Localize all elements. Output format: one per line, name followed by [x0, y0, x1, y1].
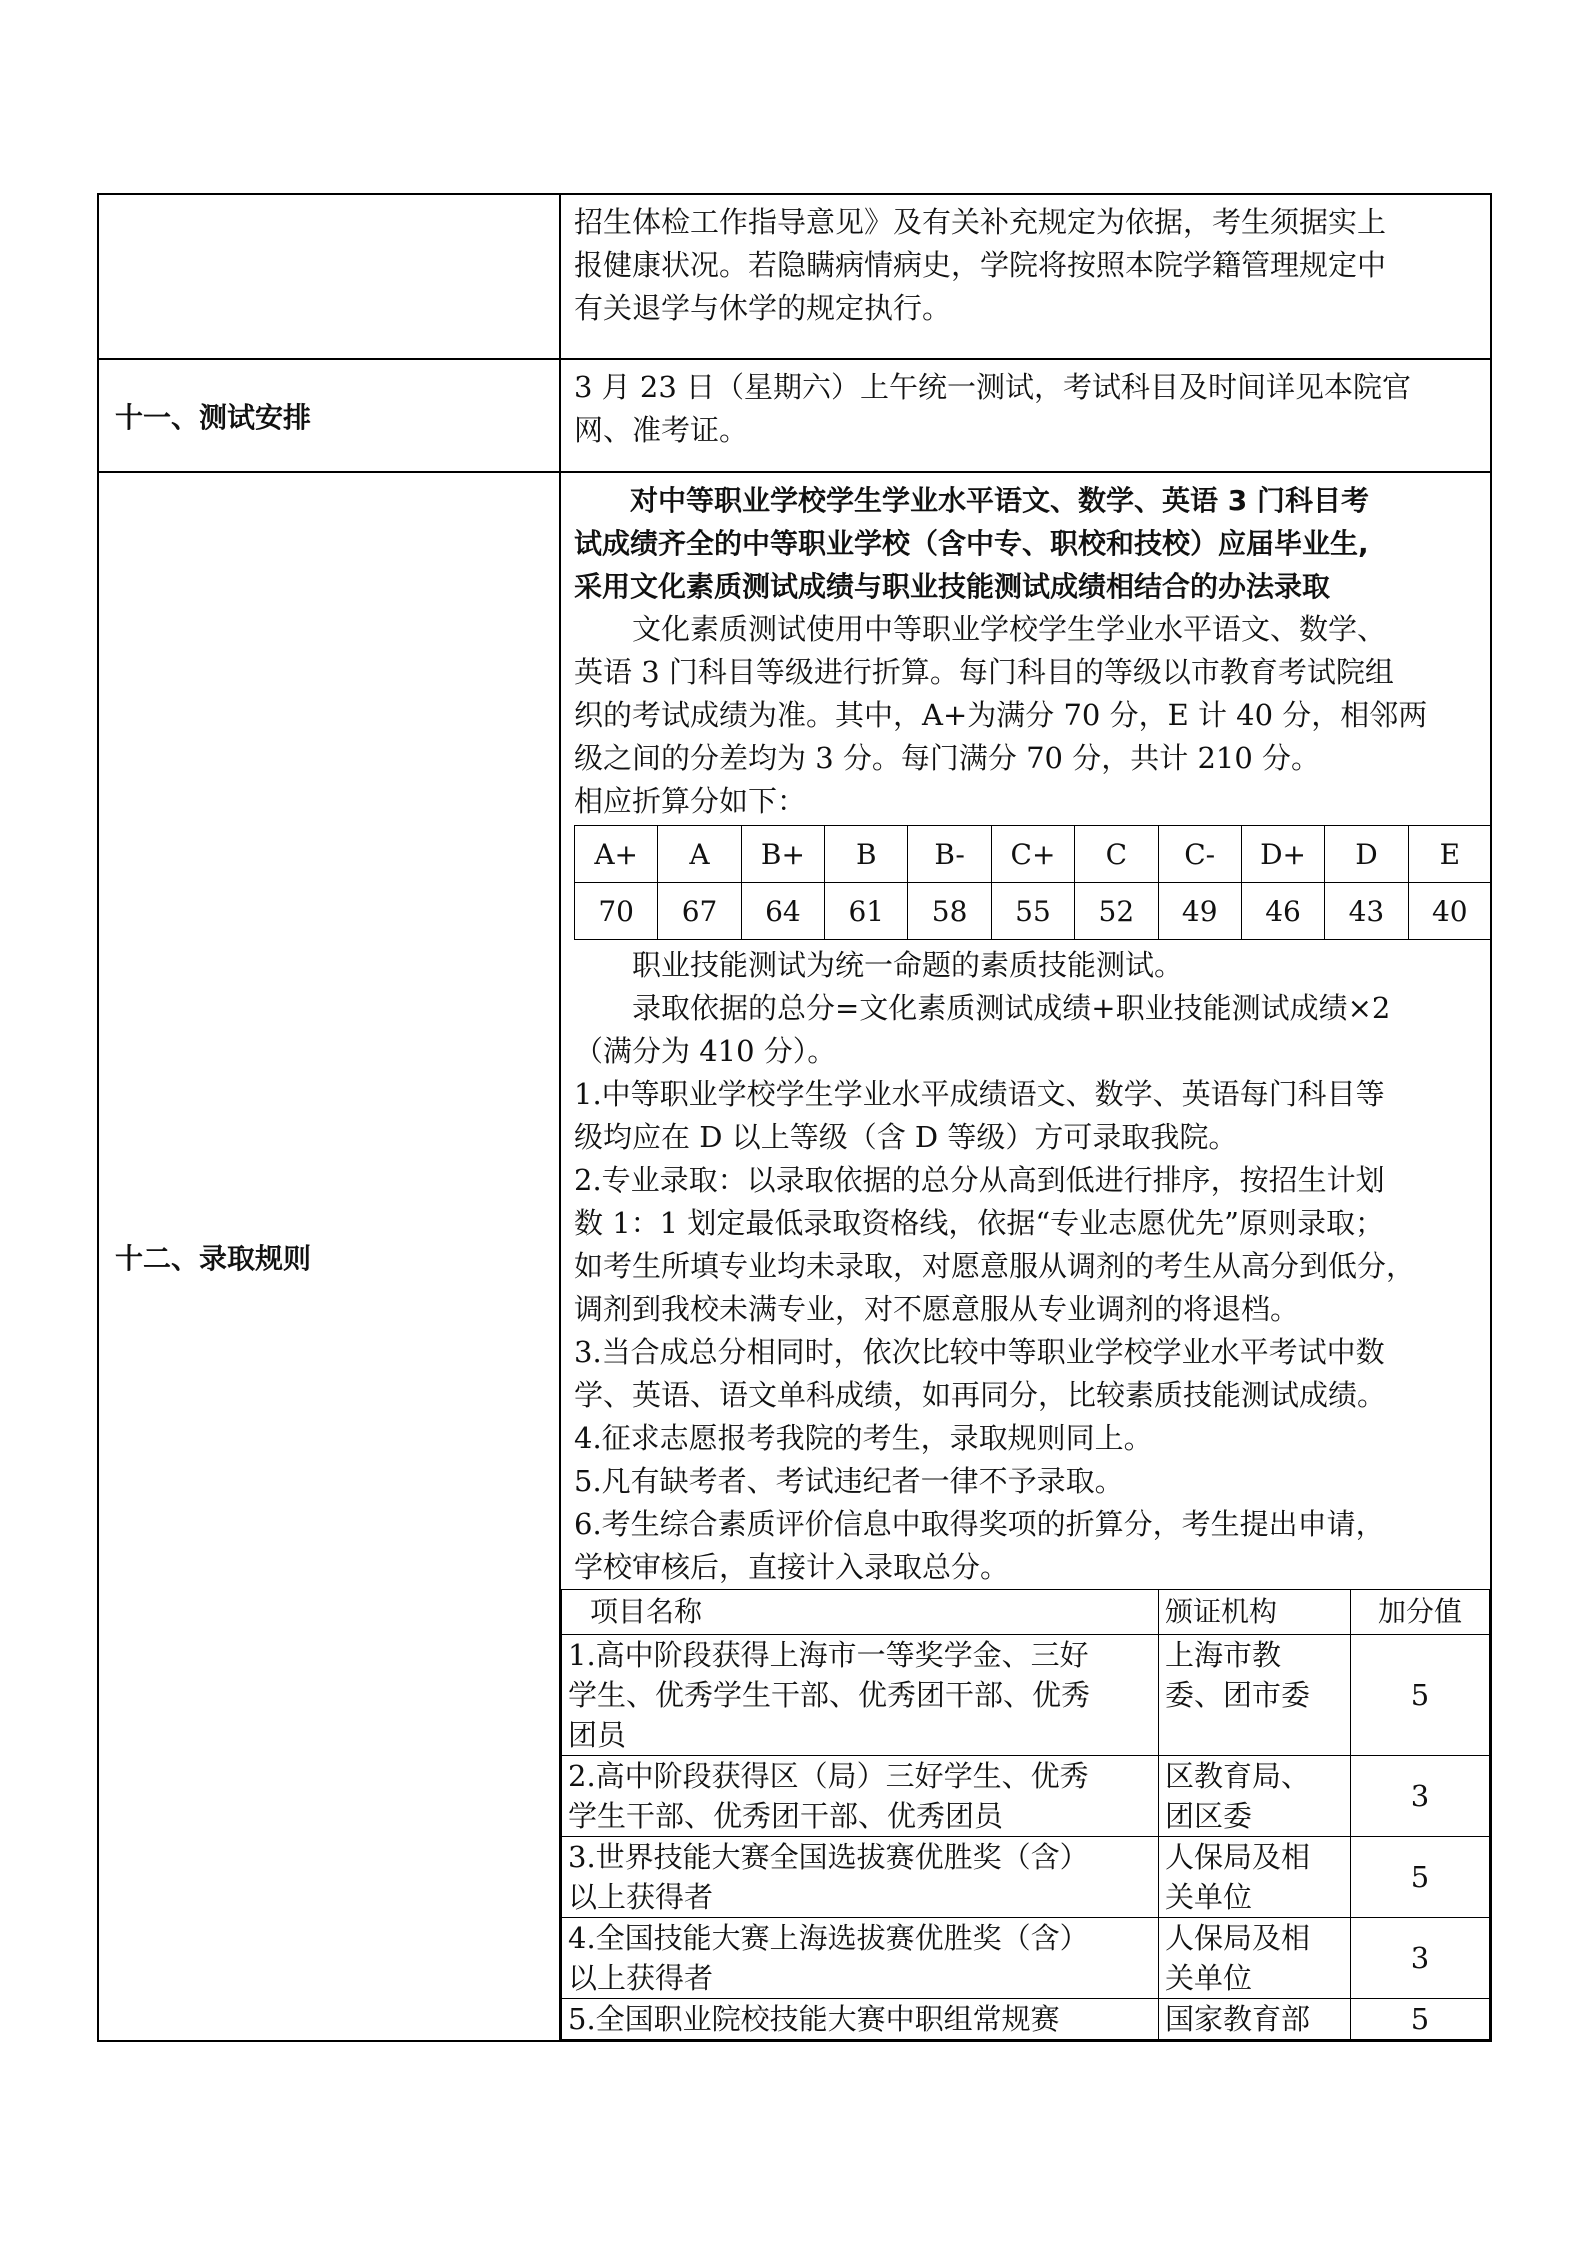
bonus-item-line: 2.高中阶段获得区（局）三好学生、优秀: [568, 1759, 1089, 1793]
para1-line-4: 级之间的分差均为 3 分。每门满分 70 分，共计 210 分。: [574, 741, 1321, 775]
rule-line-8: 学、英语、语文单科成绩，如再同分，比较素质技能测试成绩。: [574, 1378, 1387, 1412]
bold-line-3: 采用文化素质测试成绩与职业技能测试成绩相结合的办法录取: [574, 570, 1331, 603]
score-cell: 46: [1241, 883, 1324, 940]
health-line-2: 报健康状况。若隐瞒病情病史，学院将按照本院学籍管理规定中: [574, 248, 1387, 282]
bonus-item-line: 团员: [568, 1718, 627, 1752]
bonus-item-line: 5.全国职业院校技能大赛中职组常规赛: [568, 2002, 1060, 2036]
bonus-row: [562, 1756, 1490, 1837]
rule-line-9: 4.征求志愿报考我院的考生，录取规则同上。: [574, 1421, 1153, 1455]
rule-line-2: 级均应在 D 以上等级（含 D 等级）方可录取我院。: [574, 1120, 1238, 1154]
bold-line-2: 试成绩齐全的中等职业学校（含中专、职校和技校）应届毕业生,: [574, 527, 1369, 560]
row-label-admission: 十二、录取规则: [98, 472, 560, 2041]
grade-cell: D+: [1241, 826, 1324, 883]
para1-line-1: 文化素质测试使用中等职业学校学生学业水平语文、数学、: [632, 612, 1387, 646]
grade-row: [575, 826, 1492, 883]
bonus-points-table: [561, 1589, 1490, 2040]
bonus-item-line: 以上获得者: [568, 1880, 714, 1914]
grade-conversion-table: [574, 825, 1492, 940]
bonus-row: [562, 1999, 1490, 2040]
bonus-issuer: [1159, 1756, 1351, 1837]
row-label-empty: [98, 194, 560, 359]
header-item-name: 项目名称: [562, 1590, 1159, 1635]
bonus-issuer-line: 国家教育部: [1165, 2002, 1311, 2036]
bonus-value: 3: [1351, 1918, 1490, 1999]
health-line-3: 有关退学与休学的规定执行。: [574, 291, 952, 325]
bonus-issuer: [1159, 1635, 1351, 1756]
row-test-arrangement: [98, 359, 1491, 472]
rule-line-6: 调剂到我校未满专业，对不愿意服从专业调剂的将退档。: [574, 1292, 1300, 1326]
para1-line-3: 织的考试成绩为准。其中，A+为满分 70 分，E 计 40 分，相邻两: [574, 698, 1428, 732]
grade-cell: B-: [908, 826, 991, 883]
grade-cell: A: [658, 826, 741, 883]
grade-cell: C+: [991, 826, 1074, 883]
grade-cell: B+: [741, 826, 824, 883]
grade-cell: C-: [1158, 826, 1241, 883]
bonus-item-line: 1.高中阶段获得上海市一等奖学金、三好: [568, 1638, 1089, 1672]
score-cell: 58: [908, 883, 991, 940]
rule-line-7: 3.当合成总分相同时，依次比较中等职业学校学业水平考试中数: [574, 1335, 1385, 1369]
score-cell: 61: [825, 883, 908, 940]
score-cell: 43: [1325, 883, 1408, 940]
bonus-row: [562, 1918, 1490, 1999]
bonus-item-line: 学生、优秀学生干部、优秀团干部、优秀: [568, 1678, 1091, 1712]
row-admission-rules: [98, 472, 1491, 2041]
score-cell: 67: [658, 883, 741, 940]
bonus-issuer: [1159, 1837, 1351, 1918]
bonus-item: [562, 1999, 1159, 2040]
grade-cell: A+: [575, 826, 658, 883]
score-cell: 55: [991, 883, 1074, 940]
grade-cell: D: [1325, 826, 1408, 883]
score-cell: 40: [1408, 883, 1491, 940]
bonus-item: [562, 1635, 1159, 1756]
bonus-item-line: 3.世界技能大赛全国选拔赛优胜奖（含）: [568, 1840, 1089, 1874]
test-line-2: 网、准考证。: [574, 413, 749, 447]
rule-line-4: 数 1：1 划定最低录取资格线，依据“专业志愿优先”原则录取；: [574, 1206, 1384, 1240]
para1-line-2: 英语 3 门科目等级进行折算。每门科目的等级以市教育考试院组: [574, 655, 1394, 689]
score-cell: 49: [1158, 883, 1241, 940]
bonus-issuer-line: 上海市教: [1165, 1638, 1282, 1672]
rule-line-11: 6.考生综合素质评价信息中取得奖项的折算分，考生提出申请，: [574, 1507, 1385, 1541]
row-label-test: 十一、测试安排: [98, 359, 560, 472]
admission-info-table: [97, 193, 1492, 2042]
bonus-row: [562, 1635, 1490, 1756]
bonus-row: [562, 1837, 1490, 1918]
score-row: [575, 883, 1492, 940]
grade-cell: C: [1075, 826, 1158, 883]
bonus-item-line: 以上获得者: [568, 1961, 714, 1995]
grade-cell: E: [1408, 826, 1491, 883]
bonus-issuer: [1159, 1999, 1351, 2040]
bonus-item-line: 4.全国技能大赛上海选拔赛优胜奖（含）: [568, 1921, 1089, 1955]
test-line-1: 3 月 23 日（星期六）上午统一测试，考试科目及时间详见本院官: [574, 370, 1412, 404]
bonus-item: [562, 1756, 1159, 1837]
score-cell: 52: [1075, 883, 1158, 940]
bonus-item-line: 学生干部、优秀团干部、优秀团员: [568, 1799, 1004, 1833]
score-cell: 64: [741, 883, 824, 940]
bonus-value: 5: [1351, 1837, 1490, 1918]
bonus-issuer-line: 关单位: [1165, 1880, 1253, 1914]
bold-line-1: 对中等职业学校学生学业水平语文、数学、英语 3 门科目考: [630, 484, 1369, 517]
bonus-issuer-line: 团区委: [1165, 1799, 1253, 1833]
grade-cell: B: [825, 826, 908, 883]
bonus-issuer-line: 关单位: [1165, 1961, 1253, 1995]
health-line-1: 招生体检工作指导意见》及有关补充规定为依据，考生须据实上: [574, 205, 1387, 239]
para1-line-5: 相应折算分如下：: [574, 784, 807, 818]
bonus-value: 5: [1351, 1999, 1490, 2040]
bonus-header-row: [562, 1590, 1490, 1635]
score-cell: 70: [575, 883, 658, 940]
rule-line-5: 如考生所填专业均未录取，对愿意服从调剂的考生从高分到低分，: [574, 1249, 1416, 1283]
header-issuer: 颁证机构: [1159, 1590, 1351, 1635]
bonus-value: 5: [1351, 1635, 1490, 1756]
bonus-value: 3: [1351, 1756, 1490, 1837]
para2-line-2: 录取依据的总分=文化素质测试成绩+职业技能测试成绩×2: [632, 991, 1391, 1025]
bonus-issuer-line: 人保局及相: [1165, 1921, 1311, 1955]
rule-line-3: 2.专业录取：以录取依据的总分从高到低进行排序，按招生计划: [574, 1163, 1385, 1197]
row-health-check: [98, 194, 1491, 359]
rule-line-12: 学校审核后，直接计入录取总分。: [574, 1550, 1010, 1584]
para2-line-3: （满分为 410 分）。: [574, 1034, 837, 1068]
para2-line-1: 职业技能测试为统一命题的素质技能测试。: [632, 948, 1184, 982]
bonus-issuer-line: 区教育局、: [1165, 1759, 1311, 1793]
bonus-item: [562, 1837, 1159, 1918]
bonus-issuer-line: 委、团市委: [1165, 1678, 1311, 1712]
bonus-item: [562, 1918, 1159, 1999]
header-bonus-value: 加分值: [1351, 1590, 1490, 1635]
bonus-issuer-line: 人保局及相: [1165, 1840, 1311, 1874]
bonus-issuer: [1159, 1918, 1351, 1999]
rule-line-1: 1.中等职业学校学生学业水平成绩语文、数学、英语每门科目等: [574, 1077, 1385, 1111]
rule-line-10: 5.凡有缺考者、考试违纪者一律不予录取。: [574, 1464, 1124, 1498]
